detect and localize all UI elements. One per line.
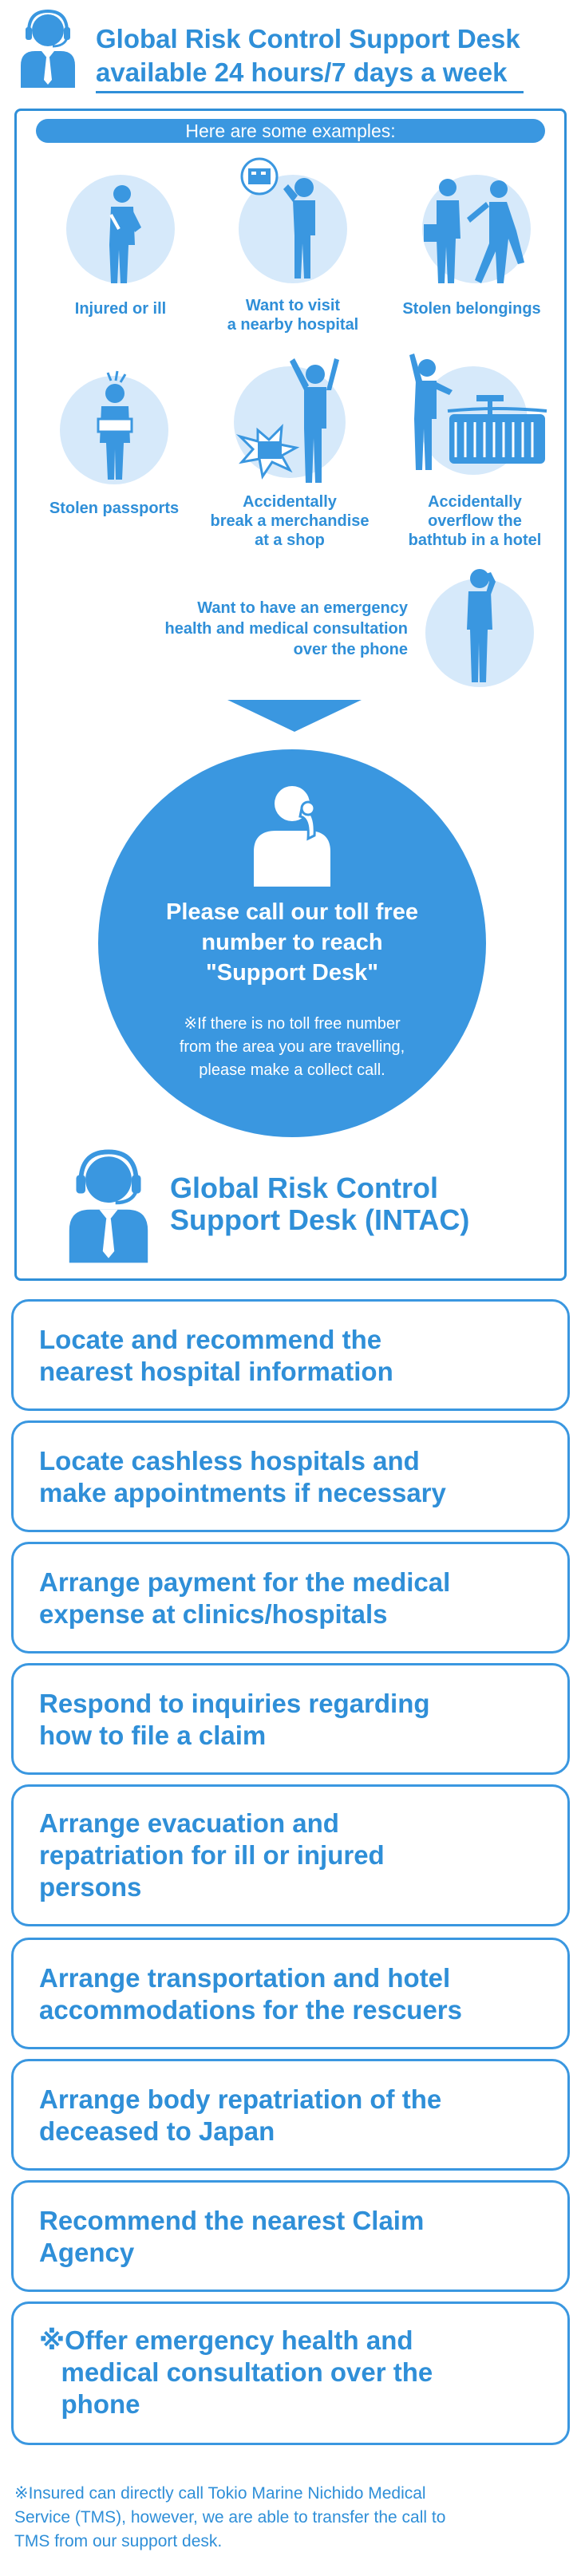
example-broken-merchandise bbox=[194, 350, 385, 549]
footnote bbox=[14, 2482, 565, 2554]
service-line: medical consultation over the bbox=[39, 2357, 433, 2387]
phone-call-person-icon bbox=[252, 783, 332, 887]
example-label: Stolen passports bbox=[49, 500, 180, 517]
service-card bbox=[11, 2180, 570, 2292]
service-card bbox=[11, 1299, 570, 1411]
broken-merchandise-icon bbox=[226, 350, 354, 486]
down-arrow-icon bbox=[227, 700, 362, 732]
service-card bbox=[11, 1938, 570, 2049]
service-line: Respond to inquiries regarding bbox=[39, 1689, 430, 1718]
thief-icon bbox=[419, 175, 539, 286]
header-title-line1: Global Risk Control Support Desk bbox=[96, 24, 520, 53]
hospital-visit-icon bbox=[237, 156, 349, 283]
service-card bbox=[11, 1420, 570, 1532]
call-note-line2: from the area you are travelling, bbox=[179, 1038, 405, 1056]
service-line: deceased to Japan bbox=[39, 2116, 275, 2146]
service-card bbox=[11, 1542, 570, 1653]
service-line: repatriation for ill or injured bbox=[39, 1840, 385, 1870]
example-label-line2: health and medical consultation bbox=[164, 620, 408, 638]
service-line: nearest hospital information bbox=[39, 1357, 393, 1386]
example-overflow-bathtub bbox=[387, 350, 563, 550]
example-label-line3: at a shop bbox=[255, 531, 325, 549]
service-line: phone bbox=[39, 2389, 140, 2419]
example-label-line1: Want to have an emergency bbox=[197, 599, 408, 617]
service-line: persons bbox=[39, 1872, 142, 1902]
service-line: Locate cashless hospitals and bbox=[39, 1446, 420, 1476]
operator-headset-icon bbox=[65, 1145, 152, 1265]
example-phone-consult-label bbox=[89, 598, 408, 660]
call-note-line3: please make a collect call. bbox=[199, 1061, 385, 1079]
example-label-line1: Want to visit bbox=[245, 297, 341, 314]
injured-person-icon bbox=[90, 183, 154, 286]
header-title-line2: available 24 hours/7 days a week bbox=[96, 57, 508, 87]
example-label-line3: bathtub in a hotel bbox=[408, 531, 542, 549]
stolen-passport-icon bbox=[79, 369, 151, 481]
operator-headset-icon bbox=[18, 8, 78, 88]
footnote-line2: Service (TMS), however, we are able to transfer the call to bbox=[14, 2508, 446, 2527]
call-support-circle bbox=[98, 749, 486, 1137]
example-label-line1: Accidentally bbox=[243, 493, 337, 511]
example-label: Injured or ill bbox=[74, 300, 167, 318]
example-label-line2: overflow the bbox=[428, 512, 522, 530]
intac-name-line2: Support Desk (INTAC) bbox=[170, 1203, 470, 1236]
overflow-bathtub-icon bbox=[408, 350, 551, 486]
example-stolen-passports bbox=[34, 358, 194, 518]
service-line: Arrange payment for the medical bbox=[39, 1567, 451, 1597]
service-line: Arrange transportation and hotel bbox=[39, 1963, 451, 1993]
phone-call-person-icon bbox=[453, 566, 508, 685]
intac-desk bbox=[57, 1140, 536, 1268]
example-label: Stolen belongings bbox=[402, 300, 541, 318]
examples-panel bbox=[14, 109, 567, 1281]
service-card bbox=[11, 1784, 570, 1926]
service-line: how to file a claim bbox=[39, 1721, 267, 1750]
footnote-line3: TMS from our support desk. bbox=[14, 2532, 223, 2550]
page-header bbox=[0, 0, 581, 96]
service-line: make appointments if necessary bbox=[39, 1478, 446, 1507]
call-main-line3: "Support Desk" bbox=[205, 960, 379, 986]
example-stolen-belongings bbox=[384, 159, 559, 318]
example-injured bbox=[41, 159, 200, 318]
call-main-line1: Please call our toll free bbox=[166, 899, 418, 925]
service-line: Arrange body repatriation of the bbox=[39, 2084, 442, 2114]
service-card bbox=[11, 2059, 570, 2171]
intac-name-line1: Global Risk Control bbox=[170, 1171, 439, 1204]
example-phone-consult bbox=[416, 566, 543, 693]
service-line: Locate and recommend the bbox=[39, 1325, 382, 1354]
example-label-line2: a nearby hospital bbox=[227, 316, 359, 334]
example-label-line2: break a merchandise bbox=[210, 512, 370, 530]
example-hospital-visit bbox=[205, 151, 381, 350]
service-card bbox=[11, 1663, 570, 1775]
footnote-line1: ※Insured can directly call Tokio Marine Nichido Medical bbox=[14, 2484, 426, 2503]
service-line: expense at clinics/hospitals bbox=[39, 1599, 388, 1629]
call-main-line2: number to reach bbox=[201, 930, 383, 955]
service-line: Arrange evacuation and bbox=[39, 1808, 339, 1838]
service-line: Recommend the nearest Claim bbox=[39, 2206, 425, 2235]
example-label-line3: over the phone bbox=[293, 641, 408, 658]
service-card bbox=[11, 2301, 570, 2445]
example-label-line1: Accidentally bbox=[428, 493, 522, 511]
examples-banner: Here are some examples: bbox=[36, 119, 545, 143]
service-line: Agency bbox=[39, 2238, 135, 2267]
service-line: accommodations for the rescuers bbox=[39, 1995, 462, 2025]
call-note-line1: ※If there is no toll free number bbox=[184, 1015, 401, 1033]
service-line: ※Offer emergency health and bbox=[39, 2325, 413, 2355]
header-underline bbox=[96, 91, 524, 93]
